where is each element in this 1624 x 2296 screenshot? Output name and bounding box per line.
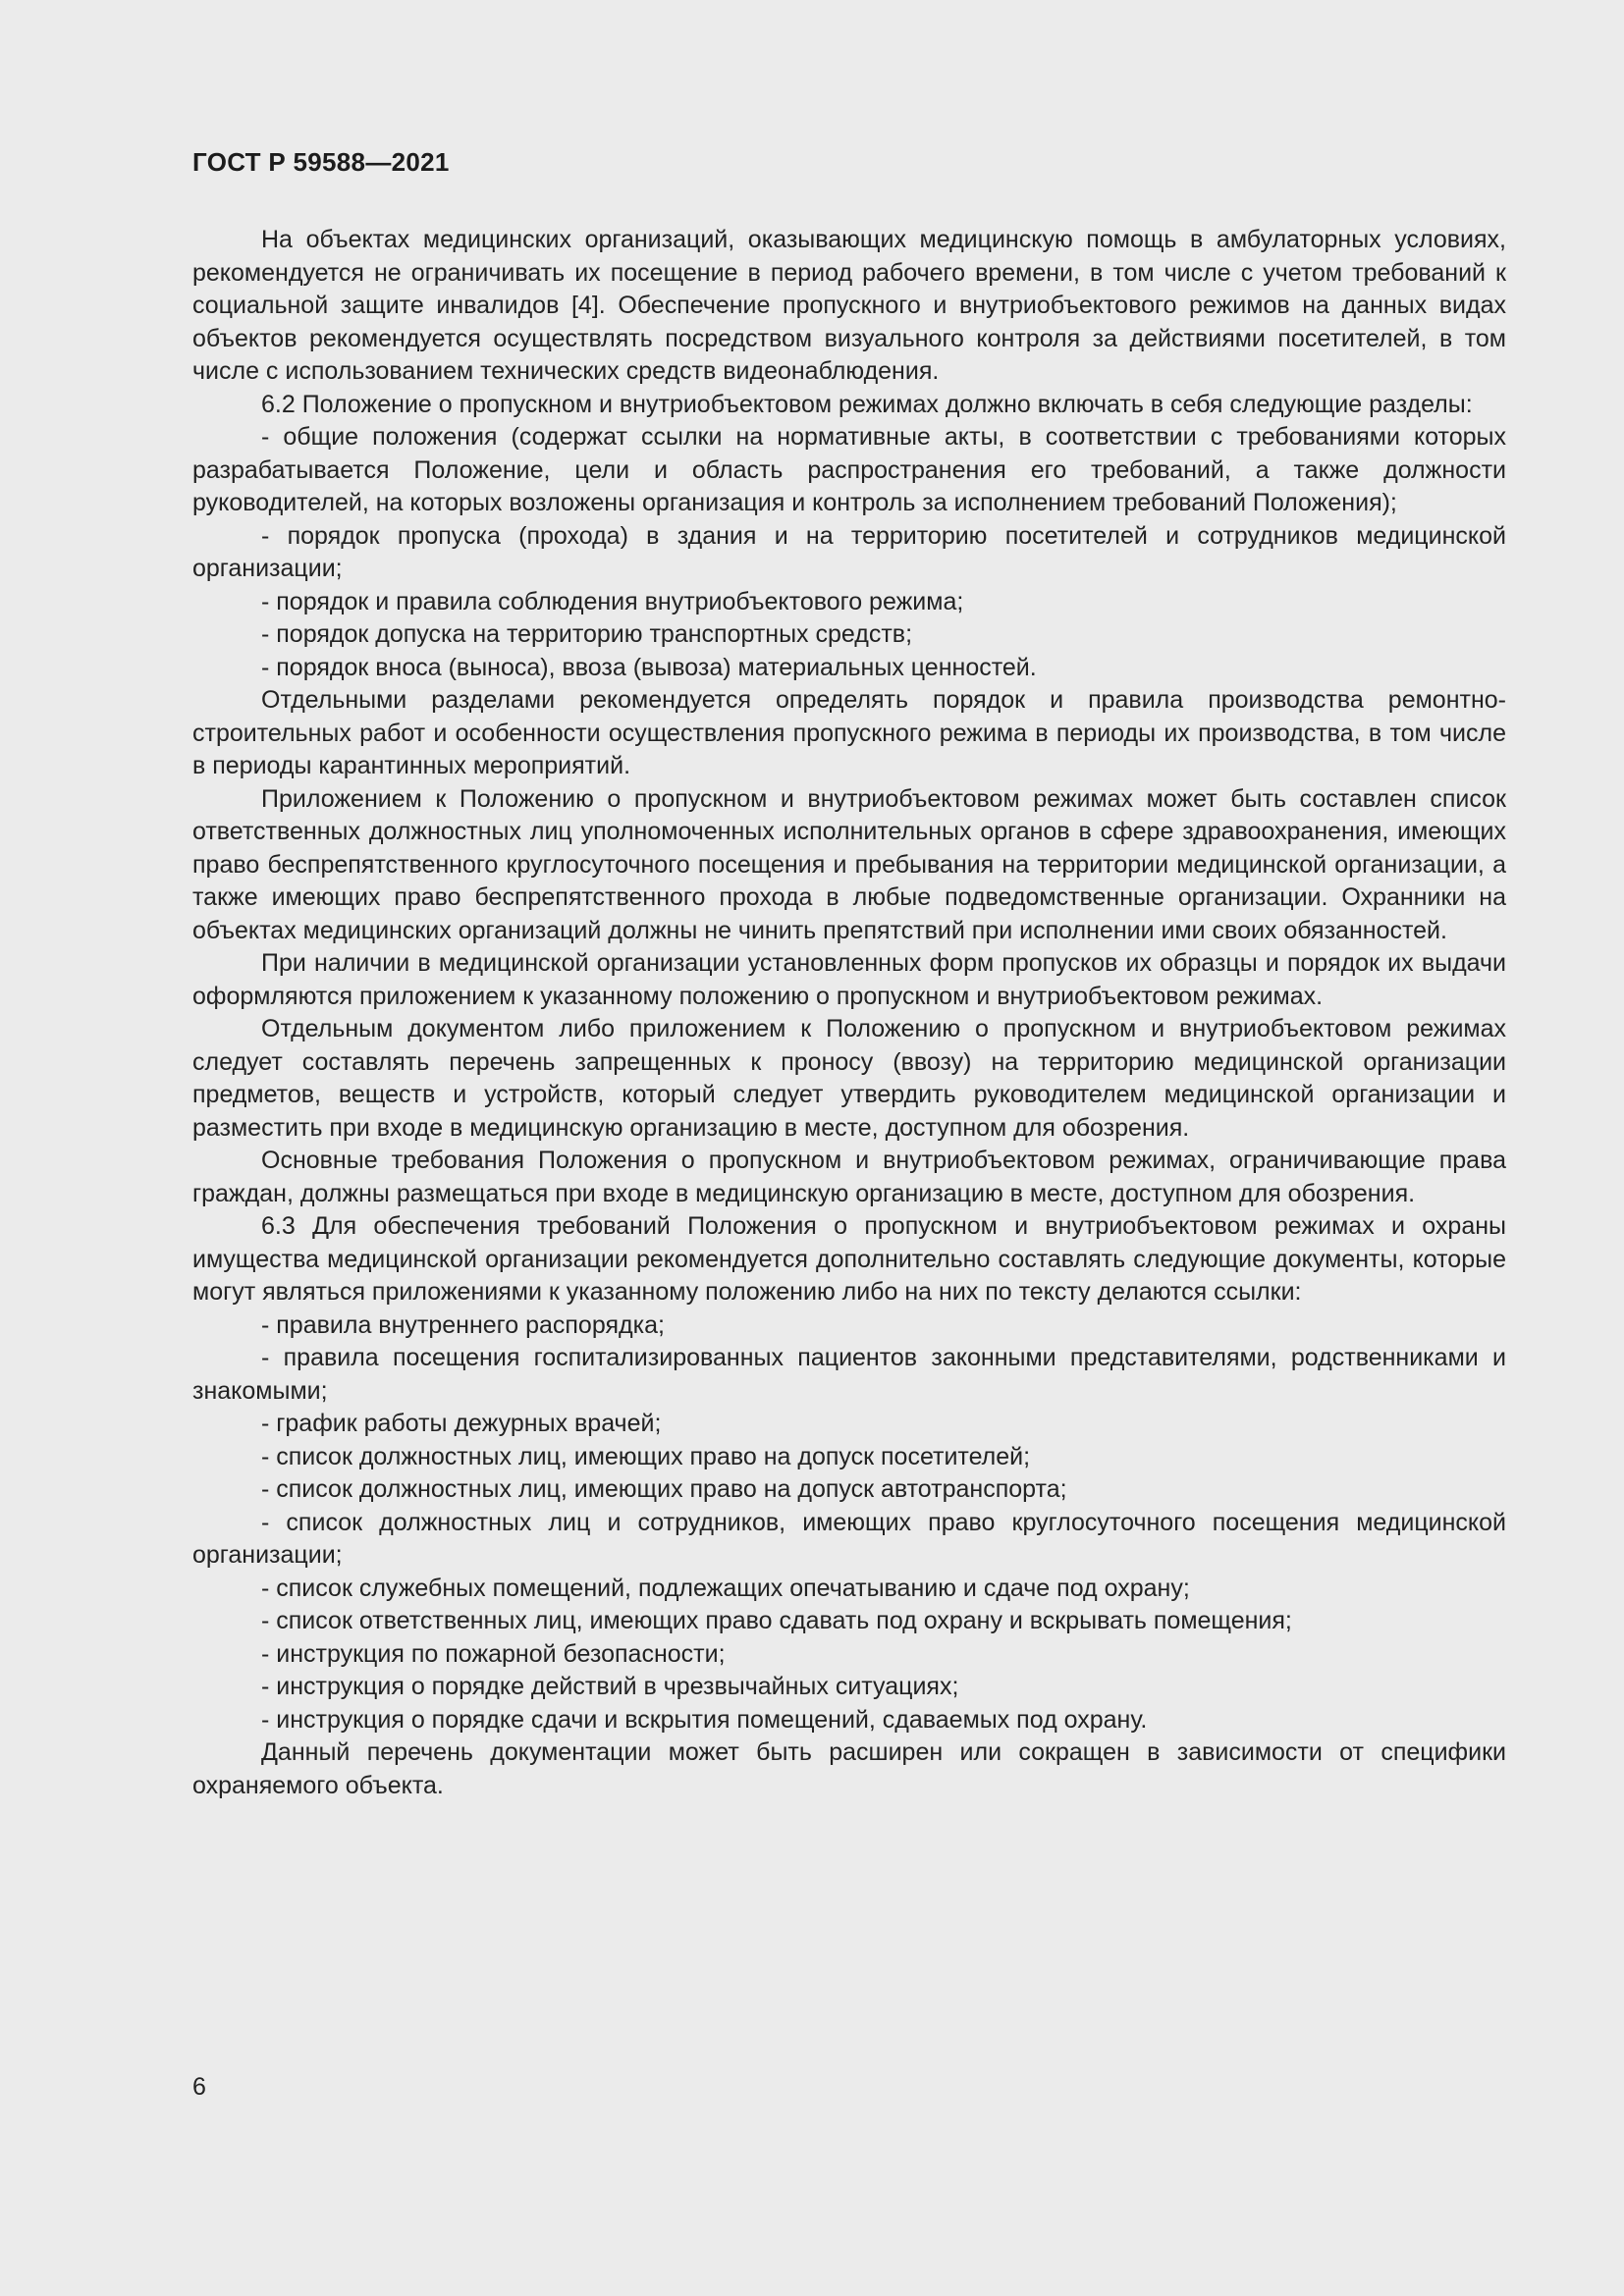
- list-item: - инструкция о порядке действий в чрезвычайных ситуациях;: [261, 1673, 959, 1700]
- paragraph: Основные требования Положения о пропускном и внутриобъектовом режимах, ограничивающие права граждан, должны размещаться при входе в медицинскую организацию в месте, доступном для обозрения.: [192, 1147, 1506, 1207]
- paragraph: 6.2 Положение о пропускном и внутриобъектовом режимах должно включать в себя следующие разделы:: [261, 390, 1473, 418]
- list-item: - порядок и правила соблюдения внутриобъектового режима;: [261, 587, 964, 615]
- list-item: - порядок пропуска (прохода) в здания и на территорию посетителей и сотрудников медицинской организации;: [192, 521, 1506, 582]
- paragraph: Данный перечень документации может быть расширен или сокращен в зависимости от специфики охраняемого объекта.: [192, 1738, 1506, 1799]
- list-item: - правила внутреннего распорядка;: [261, 1310, 665, 1339]
- paragraph: При наличии в медицинской организации установленных форм пропусков их образцы и порядок их выдачи оформляются приложением к указанному положению о пропускном и внутриобъектовом режимах.: [192, 949, 1506, 1010]
- list-item: - список должностных лиц, имеющих право на допуск автотранспорта;: [261, 1475, 1067, 1503]
- list-item: - порядок вноса (выноса), ввоза (вывоза) материальных ценностей.: [261, 653, 1037, 681]
- document-body: [192, 224, 1506, 1802]
- paragraph: Приложением к Положению о пропускном и внутриобъектовом режимах может быть составлен список ответственных должностных лиц уполномоченных исполнительных органов в сфере здравоохранения, имеющих право беспрепятственного круглосуточного посещения и пребывания на территории медицинской организации, а также имеющих право беспрепятственного прохода в любые подведомственные организации. Охранники на объектах медицинских организаций должны не чинить препятствий при исполнении ими своих обязанностей.: [192, 784, 1506, 944]
- list-item: - порядок допуска на территорию транспортных средств;: [261, 620, 913, 648]
- paragraph: На объектах медицинских организаций, оказывающих медицинскую помощь в амбулаторных условиях, рекомендуется не ограничивать их посещение в период рабочего времени, в том числе с учетом требований к социальной защите инвалидов [4]. Обеспечение пропускного и внутриобъектового режимов на данных видах объектов рекомендуется осуществлять посредством визуального контроля за действиями посетителей, в том числе с использованием технических средств видеонаблюдения.: [192, 226, 1506, 385]
- list-item: - инструкция по пожарной безопасности;: [261, 1639, 726, 1668]
- list-item: - список должностных лиц и сотрудников, имеющих право круглосуточного посещения медицинской организации;: [192, 1508, 1506, 1569]
- list-item: - общие положения (содержат ссылки на нормативные акты, в соответствии с требованиями которых разрабатывается Положение, цели и область распространения его требований, а также должности руководителей, на которых возложены организация и контроль за исполнением требований Положения);: [192, 423, 1506, 516]
- list-item: - список служебных помещений, подлежащих опечатыванию и сдаче под охрану;: [261, 1574, 1190, 1602]
- standard-designation: ГОСТ Р 59588—2021: [192, 147, 450, 177]
- list-item: - график работы дежурных врачей;: [261, 1410, 662, 1437]
- paragraph: Отдельными разделами рекомендуется определять порядок и правила производства ремонтно-строительных работ и особенности осуществления пропускного режима в периоды их производства, в том числе в периоды карантинных мероприятий.: [192, 686, 1506, 779]
- paragraph: 6.3 Для обеспечения требований Положения о пропускном и внутриобъектовом режимах и охраны имущества медицинской организации рекомендуется дополнительно составлять следующие документы, которые могут являться приложениями к указанному положению либо на них по тексту делаются ссылки:: [192, 1212, 1506, 1306]
- page-number: 6: [192, 2073, 206, 2101]
- list-item: - инструкция о порядке сдачи и вскрытия помещений, сдаваемых под охрану.: [261, 1705, 1148, 1734]
- list-item: - список должностных лиц, имеющих право на допуск посетителей;: [261, 1442, 1031, 1470]
- list-item: - список ответственных лиц, имеющих право сдавать под охрану и вскрывать помещения;: [261, 1607, 1292, 1634]
- paragraph: Отдельным документом либо приложением к Положению о пропускном и внутриобъектовом режимах следует составлять перечень запрещенных к проносу (ввозу) на территорию медицинской организации предметов, веществ и устройств, который следует утвердить руководителем медицинской организации и разместить при входе в медицинскую организацию в месте, доступном для обозрения.: [192, 1015, 1506, 1142]
- list-item: - правила посещения госпитализированных пациентов законными представителями, родственниками и знакомыми;: [192, 1344, 1506, 1405]
